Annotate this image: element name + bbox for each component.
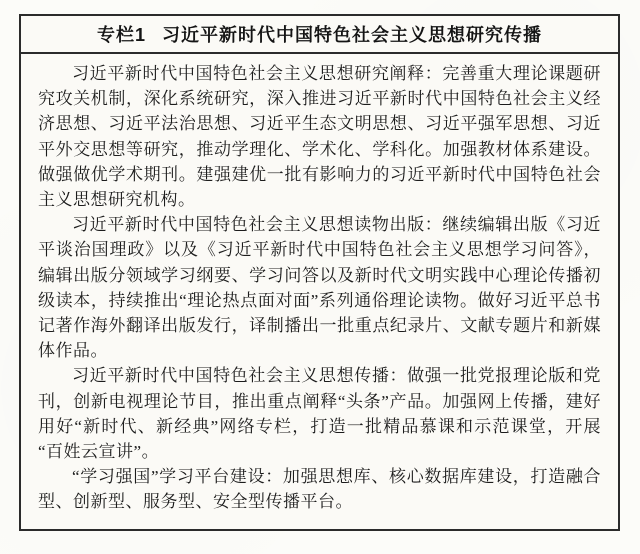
- column-body: [21, 54, 618, 515]
- column-box: [19, 14, 620, 531]
- paragraph-xuexi-qiangguo-platform: “学习强国”学习平台建设：加强思想库、核心数据库建设，打造融合型、创新型、服务型、安全型传播平台。: [38, 467, 601, 512]
- column-header: [21, 16, 618, 54]
- paragraph-publications: 习近平新时代中国特色社会主义思想读物出版：继续编辑出版《习近平谈治国理政》以及《习近平新时代中国特色社会主义思想学习问答》，编辑出版分领域学习纲要、学习问答以及新时代文明实践中心理论传播初级读本，持续推出“理论热点面对面”系列通俗理论读物。做好习近平总书记著作海外翻译出版发行，译制播出一批重点纪录片、文献专题片和新媒体作品。: [38, 215, 601, 361]
- column-title: 习近平新时代中国特色社会主义思想研究传播: [162, 25, 542, 45]
- paragraph-dissemination: 习近平新时代中国特色社会主义思想传播：做强一批党报理论版和党刊，创新电视理论节目，推出重点阐释“头条”产品。加强网上传播，建好用好“新时代、新经典”网络专栏，打造一批精品慕课和示范课堂，开展“百姓云宣讲”。: [38, 366, 601, 462]
- column-number-label: 专栏1: [96, 25, 146, 45]
- paragraph-research-interpretation: 习近平新时代中国特色社会主义思想研究阐释：完善重大理论课题研究攻关机制，深化系统研究，深入推进习近平新时代中国特色社会主义经济思想、习近平法治思想、习近平生态文明思想、习近平强军思想、习近平外交思想等研究，推动学理化、学术化、学科化。加强教材体系建设。做强做优学术期刊。建强建优一批有影响力的习近平新时代中国特色社会主义思想研究机构。: [38, 64, 601, 210]
